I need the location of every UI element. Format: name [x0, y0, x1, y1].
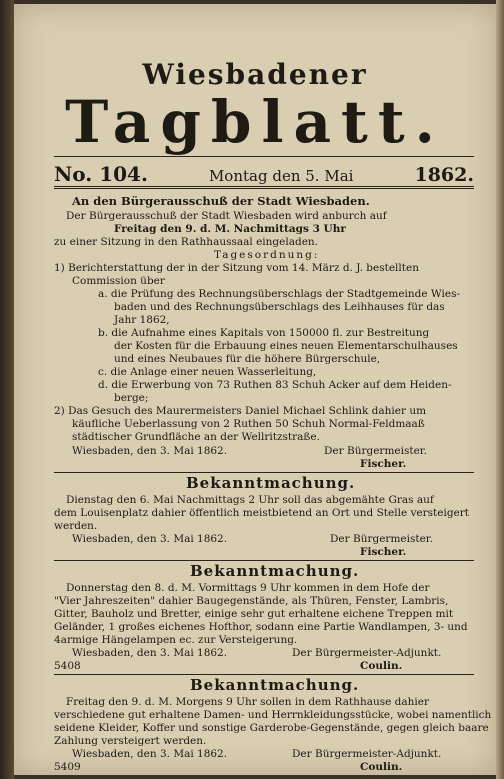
notice1-line: 1) Berichterstattung der in der Sitzung vom 14. März d. J. bestellten [54, 262, 419, 274]
notice1-signer: Fischer. [360, 458, 407, 470]
notice1-office: Der Bürgermeister. [324, 445, 427, 457]
notice2-office: Der Bürgermeister. [330, 533, 433, 545]
notice3-heading: Bekanntmachung. [190, 562, 360, 580]
notice4-line: Freitag den 9. d. M. Morgens 9 Uhr sollen in dem Rathhause dahier [66, 696, 430, 708]
notice3-place-date: Wiesbaden, den 3. Mai 1862. [72, 647, 228, 659]
issue-number: No. 104. [54, 162, 148, 186]
notice3-signer: Coulin. [360, 660, 403, 672]
notice1-line: Jahr 1862, [114, 314, 170, 326]
notice2-signer: Fischer. [360, 546, 407, 558]
notice1-line: 2) Das Gesuch des Maurermeisters Daniel Michael Schlink dahier um [54, 405, 427, 417]
rule-notice3 [54, 674, 474, 675]
page-edge [496, 0, 504, 779]
notice4-place-date: Wiesbaden, den 3. Mai 1862. [72, 748, 228, 760]
notice3-number: 5408 [54, 660, 81, 672]
notice1-heading: An den Bürgerausschuß der Stadt Wiesbaden. [72, 194, 370, 208]
notice1-line: zu einer Sitzung in den Rathhaussaal eingeladen. [54, 236, 319, 248]
notice3-line: 4armige Hängelampen ec. zur Versteigerung. [54, 634, 298, 646]
notice3-line: Gitter, Bauholz und Bretter, einige sehr gut erhaltene eichene Treppen mit [54, 608, 454, 620]
notice1-line: berge; [114, 392, 149, 404]
notice3-line: Donnerstag den 8. d. M. Vormittags 9 Uhr kommen in dem Hofe der [66, 582, 430, 594]
notice1-place-date: Wiesbaden, den 3. Mai 1862. [72, 445, 228, 457]
notice1-line: Der Bürgerausschuß der Stadt Wiesbaden wird anburch auf [66, 210, 387, 222]
notice1-line: Commission über [72, 275, 165, 287]
masthead-line1: Wiesbadener [142, 58, 368, 91]
notice1-line: d. die Erwerbung von 73 Ruthen 83 Schuh Acker auf dem Heiden- [98, 379, 452, 391]
notice1-line: a. die Prüfung des Rechnungsüberschlags der Stadtgemeinde Wies- [98, 288, 461, 300]
notice2-line: Dienstag den 6. Mai Nachmittags 2 Uhr soll das abgemähte Gras auf [66, 494, 434, 506]
masthead-line2: Tagblatt. [65, 88, 445, 156]
notice4-office: Der Bürgermeister-Adjunkt. [292, 748, 442, 760]
rule-issue [54, 186, 474, 189]
notice3-line: "Vier Jahreszeiten" dahier Baugegenstände, als Thüren, Fenster, Lambris, [54, 595, 449, 607]
notice4-line: seidene Kleider, Koffer und sonstige Garderobe-Gegenstände, gegen gleich baare [54, 722, 489, 734]
issue-row [54, 162, 474, 186]
notice1-line: Freitag den 9. d. M. Nachmittags 3 Uhr [114, 223, 346, 235]
notice1-line: und eines Neubaues für die höhere Bürgerschule, [114, 353, 381, 365]
notice1-line: c. die Anlage einer neuen Wasserleitung, [98, 366, 317, 378]
notice2-line: werden. [54, 520, 98, 532]
notice1-line: städtischer Grundfläche an der Wellritzstraße. [72, 431, 320, 443]
notice3-office: Der Bürgermeister-Adjunkt. [292, 647, 442, 659]
notice4-line: Zahlung versteigert werden. [54, 735, 207, 747]
notice1-line: käufliche Ueberlassung von 2 Ruthen 50 Schuh Normal-Feldmaaß [72, 418, 425, 430]
notice2-place-date: Wiesbaden, den 3. Mai 1862. [72, 533, 228, 545]
notice2-line: dem Louisenplatz dahier öffentlich meistbietend an Ort und Stelle versteigert [54, 507, 470, 519]
notice4-number: 5409 [54, 761, 81, 773]
rule-notice2 [54, 560, 474, 561]
notice1-line: baden und des Rechnungsüberschlags des Leihhauses für das [114, 301, 445, 313]
rule-top [54, 156, 474, 157]
rule-notice1 [54, 472, 474, 473]
newspaper-page [14, 4, 496, 775]
notice4-line: verschiedene gut erhaltene Damen- und Herrnkleidungsstücke, wobei namentlich [54, 709, 492, 721]
notice1-line: der Kosten für die Erbauung eines neuen Elementarschulhauses [114, 340, 458, 352]
book-spine [0, 0, 14, 779]
notice4-signer: Coulin. [360, 761, 403, 773]
notice2-heading: Bekanntmachung. [186, 474, 356, 492]
notice3-line: Geländer, 1 großes eichenes Hofthor, sodann eine Partie Wandlampen, 3- und [54, 621, 468, 633]
notice1-line: b. die Aufnahme eines Kapitals von 150000 fl. zur Bestreitung [98, 327, 430, 339]
notice4-heading: Bekanntmachung. [190, 676, 360, 694]
issue-year: 1862. [414, 164, 474, 186]
issue-date: Montag den 5. Mai [208, 167, 354, 185]
notice1-line: Tagesordnung: [214, 249, 320, 261]
